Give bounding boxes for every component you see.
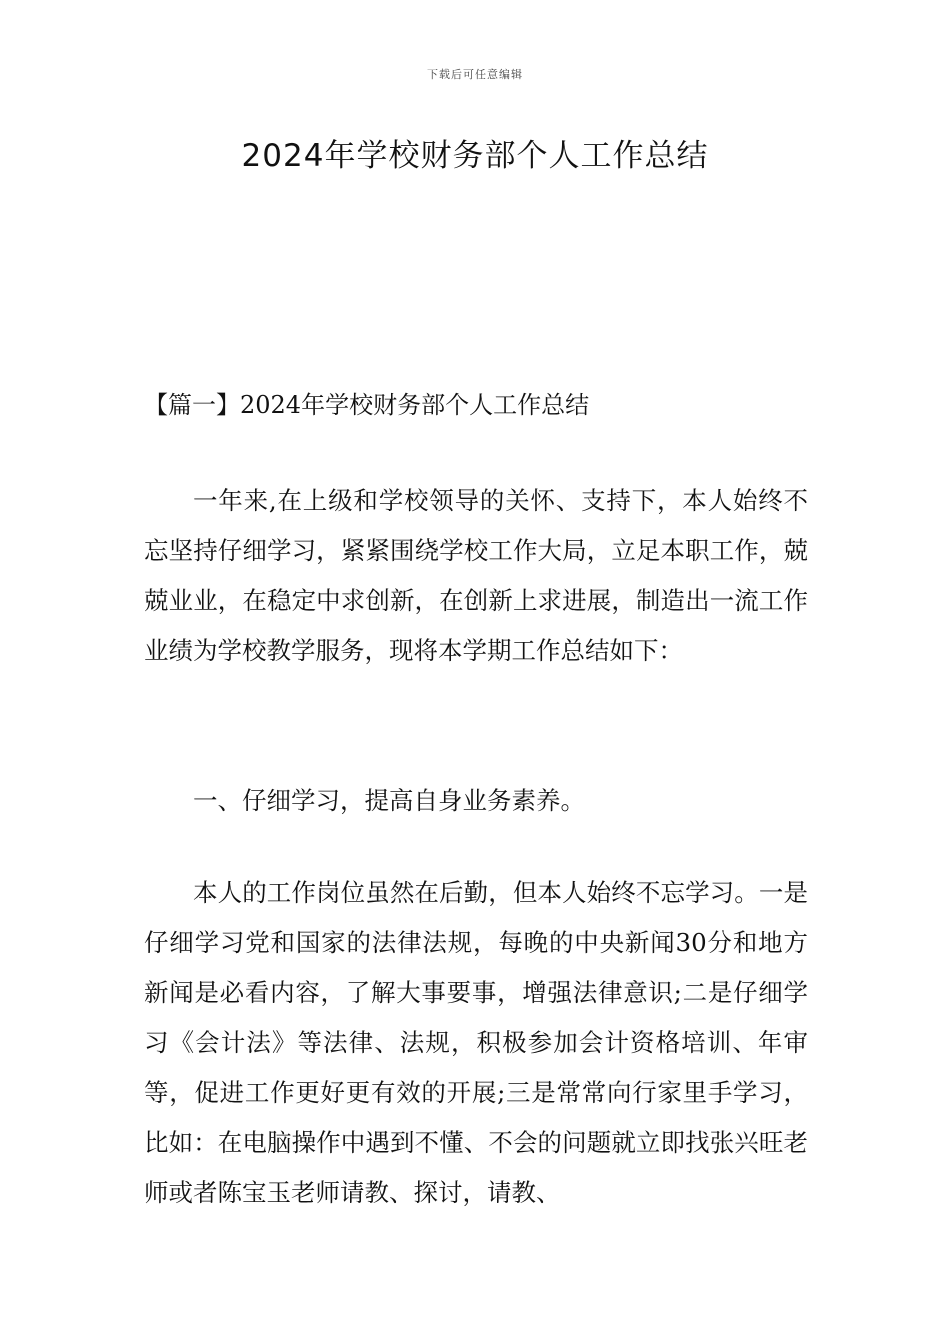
subsection-heading: 一、仔细学习，提高自身业务素养。 bbox=[193, 786, 585, 815]
section-heading: 【篇一】2024年学校财务部个人工作总结 bbox=[144, 391, 590, 419]
header-note: 下载后可任意编辑 bbox=[427, 68, 523, 81]
document-title: 2024年学校财务部个人工作总结 bbox=[241, 138, 709, 174]
intro-paragraph: 一年来,在上级和学校领导的关怀、支持下，本人始终不忘坚持仔细学习，紧紧围绕学校工作大局，立足本职工作，兢兢业业，在稳定中求创新，在创新上求进展，制造出一流工作业绩为学校教学服务，现将本学期工作总结如下： bbox=[144, 486, 808, 665]
body-paragraph: 本人的工作岗位虽然在后勤，但本人始终不忘学习。一是仔细学习党和国家的法律法规，每晚的中央新闻30分和地方新闻是必看内容，了解大事要事，增强法律意识;二是仔细学习《会计法》等法律、法规，积极参加会计资格培训、年审等，促进工作更好更有效的开展;三是常常向行家里手学习，比如：在电脑操作中遇到不懂、不会的问题就立即找张兴旺老师或者陈宝玉老师请教、探讨，请教、 bbox=[144, 878, 808, 1207]
